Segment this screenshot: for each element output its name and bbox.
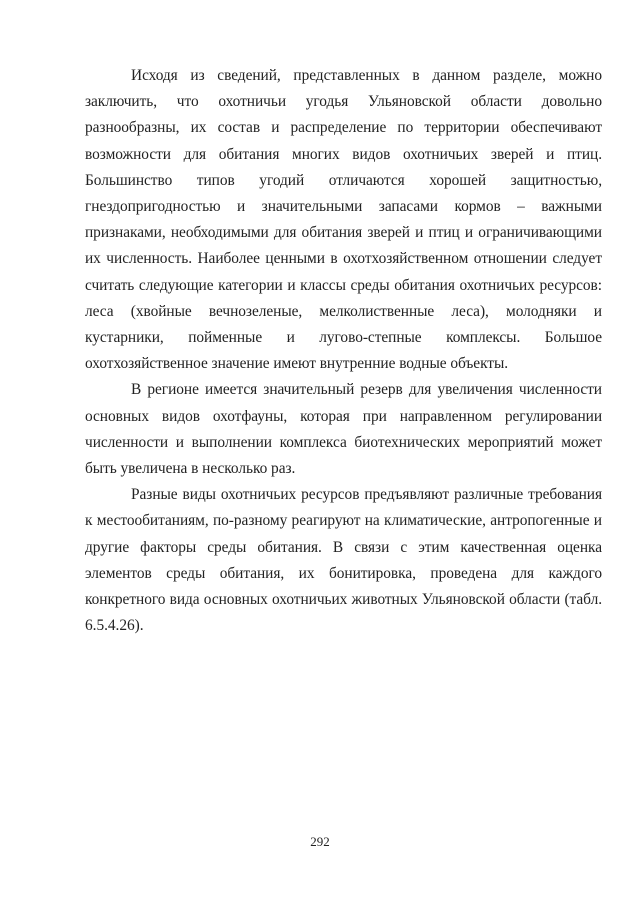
paragraph-conclusion: Исходя из сведений, представленных в данном разделе, можно заключить, что охотничьи угодья Ульяновской области довольно разнообразны, их состав и распределение по территории обеспечивают возможности для обитания многих видов охотничьих зверей и птиц. Большинство типов угодий отличаются хорошей защитностью, гнездопригодностью и значительными запасами кормов – важными признаками, необходимыми для обитания зверей и птиц и ограничивающими их численность. Наиболее ценными в охотхозяйственном отношении следует считать следующие категории и классы среды обитания охотничьих ресурсов: леса (хвойные вечнозеленые, мелколиственные леса), молодняки и кустарники, пойменные и лугово-степные комплексы. Большое охотхозяйственное значение имеют внутренние водные объекты. — [85, 67, 602, 373]
paragraph-habitat-assessment: Разные виды охотничьих ресурсов предъявляют различные требования к местообитаниям, по-разному реагируют на климатические, антропогенные и другие факторы среды обитания. В связи с этим качественная оценка элементов среды обитания, их бонитировка, проведена для каждого конкретного вида основных охотничьих животных Ульяновской области (табл. 6.5.4.26). — [85, 486, 602, 635]
page-number: 292 — [310, 834, 330, 849]
body-text — [85, 63, 602, 639]
paragraph-reserve: В регионе имеется значительный резерв для увеличения численности основных видов охотфауны, которая при направленном регулировании численности и выполнении комплекса биотехнических мероприятий может быть увеличена в несколько раз. — [85, 381, 602, 478]
